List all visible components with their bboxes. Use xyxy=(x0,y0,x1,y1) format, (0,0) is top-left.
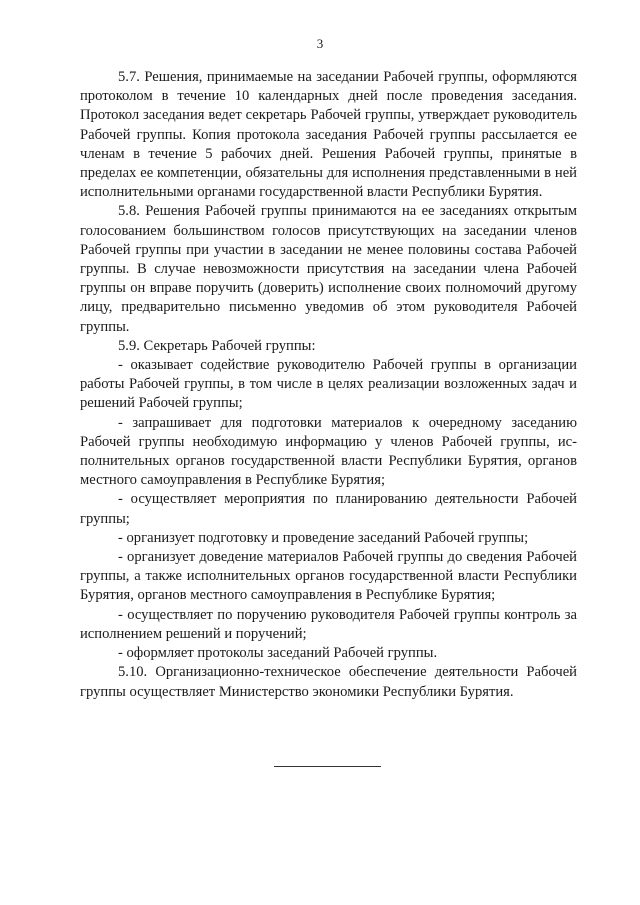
end-divider xyxy=(274,766,381,767)
paragraph-5-8: 5.8. Решения Рабочей группы принимаются на ее заседаниях открытым голосованием большинством голосов присутствующих на заседании членов Рабочей группы при участии в заседании не менее половины состава Рабочей группы. В случае невозможности присутствия на заседании члена Рабочей группы он вправе поручить (доверить) исполнение своих полномочий другому лицу, предварительно письменно уведомив об этом руководителя Рабочей группы. xyxy=(80,203,577,335)
document-body xyxy=(80,68,577,702)
paragraph-5-7: 5.7. Решения, принимаемые на заседании Рабочей группы, оформляются протоколом в течение 10 календарных дней после проведения заседания. Протокол заседания ведет секретарь Рабочей группы, утверждает руководитель Рабочей группы. Копия протокола заседания Рабочей группы рассылается ее членам в течение 5 рабочих дней. Решения Рабочей группы, принятые в пределах ее компетенции, обязательны для исполнения представленными в ней исполнительными органами государственной власти Республики Бурятия. xyxy=(80,69,577,201)
list-item: - оформляет протоколы заседаний Рабочей группы. xyxy=(118,645,438,662)
paragraph-5-9-heading: 5.9. Секретарь Рабочей группы: xyxy=(118,337,316,354)
list-item: - осуществляет по поручению руководителя Рабочей группы контроль за исполнением решений и поручений; xyxy=(80,606,577,642)
paragraph-5-10: 5.10. Организационно-техническое обеспечение деятельности Рабочей группы осуществляет Министерство экономики Республики Бурятия. xyxy=(80,664,577,700)
list-item: - организует подготовку и проведение заседаний Рабочей группы; xyxy=(118,529,529,546)
list-item: - организует доведение материалов Рабочей группы до сведения Рабочей группы, а также исполнительных органов государственной власти Республики Бурятия, органов местного самоуправления в Республике Бурятия; xyxy=(80,549,577,604)
list-item: - осуществляет мероприятия по планированию деятельности Рабочей группы; xyxy=(80,491,577,527)
list-item: - оказывает содействие руководителю Рабочей группы в организации работы Рабочей группы, в том числе в целях реализации возложенных задач и решений Рабочей группы; xyxy=(80,357,577,412)
page-number: 3 xyxy=(316,36,324,51)
list-item: - запрашивает для подготовки материалов к очередному заседанию Рабочей группы необходимую информацию у членов Рабочей группы, исполнительных органов государственной власти Республики Бурятия, органов местного самоуправления в Республике Бурятия; xyxy=(80,414,577,489)
